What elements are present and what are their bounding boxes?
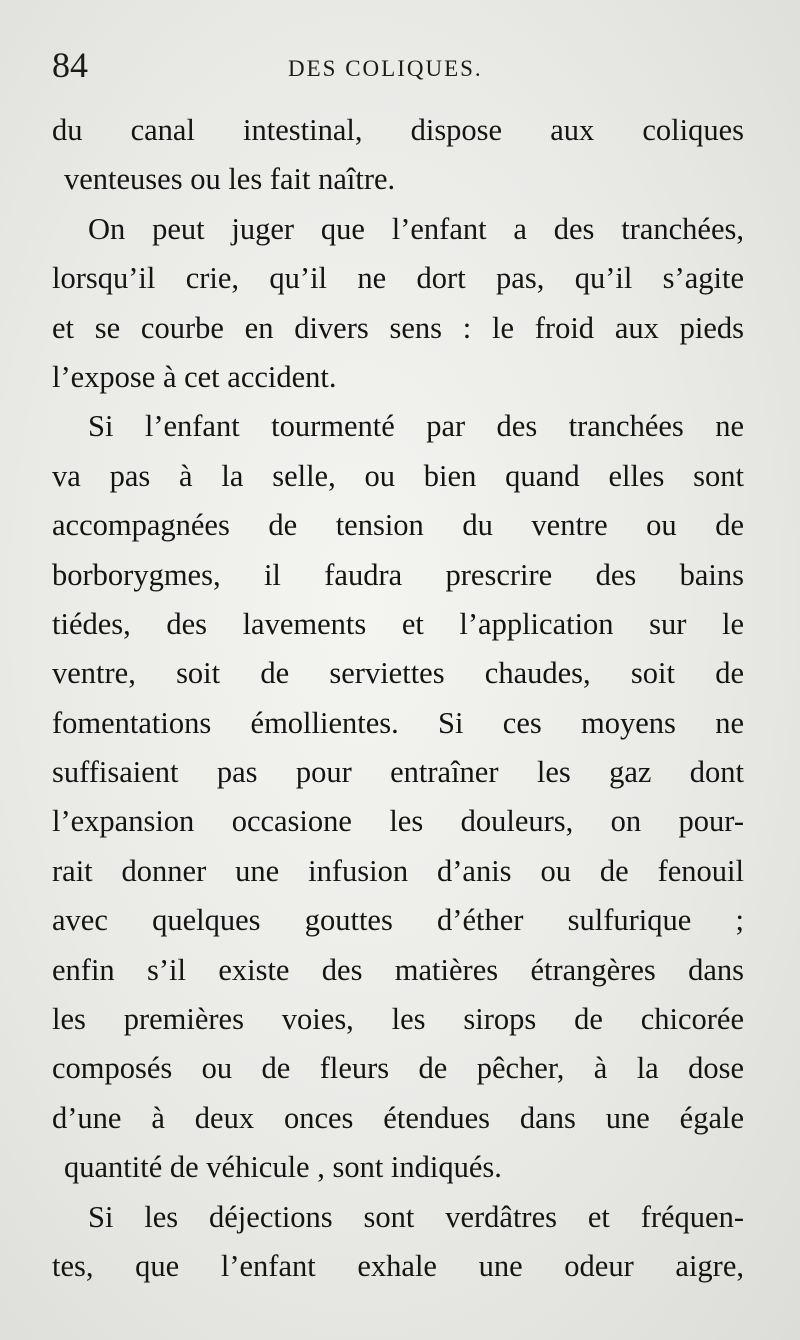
text-line: avec quelques gouttes d’éther sulfurique ; [52, 903, 744, 938]
text-line: accompagnées de tension du ventre ou de [52, 508, 744, 543]
text-line: suffisaient pas pour entraîner les gaz dont [52, 755, 744, 790]
paragraph-start-line: Si l’enfant tourmenté par des tranchées ne [88, 409, 744, 444]
text-line: tiédes, des lavements et l’application sur le [52, 606, 744, 641]
text-line: fomentations émollientes. Si ces moyens ne [52, 705, 744, 740]
page-number: 84 [52, 45, 88, 85]
text-line: les premières voies, les sirops de chicorée [52, 1002, 744, 1037]
text-line: lorsqu’il crie, qu’il ne dort pas, qu’il s’agite [52, 261, 744, 296]
paragraph-start-line: On peut juger que l’enfant a des tranchées, [88, 211, 744, 246]
text-line: d’une à deux onces étendues dans une égale [52, 1100, 744, 1135]
text-line: va pas à la selle, ou bien quand elles sont [52, 458, 744, 493]
text-line: enfin s’il existe des matières étrangères dans [52, 952, 744, 987]
running-head: DES COLIQUES. [288, 56, 483, 81]
text-line: venteuses ou les fait naître. [64, 162, 396, 197]
text-line: et se courbe en divers sens : le froid aux pieds [52, 310, 744, 345]
page-header [52, 44, 742, 96]
body-text [52, 106, 744, 1291]
text-line: borborygmes, il faudra prescrire des bains [52, 557, 744, 592]
text-line: du canal intestinal, dispose aux coliques [52, 113, 744, 147]
text-line: l’expansion occasione les douleurs, on pour- [52, 804, 744, 839]
text-line: rait donner une infusion d’anis ou de fenouil [52, 853, 744, 888]
paragraph-start-line: Si les déjections sont verdâtres et fréquen- [88, 1199, 744, 1234]
text-line: composés ou de fleurs de pêcher, à la dose [52, 1051, 744, 1086]
text-line: ventre, soit de serviettes chaudes, soit de [52, 656, 744, 691]
text-line: tes, que l’enfant exhale une odeur aigre, [52, 1248, 744, 1283]
text-line: l’expose à cet accident. [52, 359, 337, 394]
text-line: quantité de véhicule , sont indiqués. [64, 1150, 502, 1185]
